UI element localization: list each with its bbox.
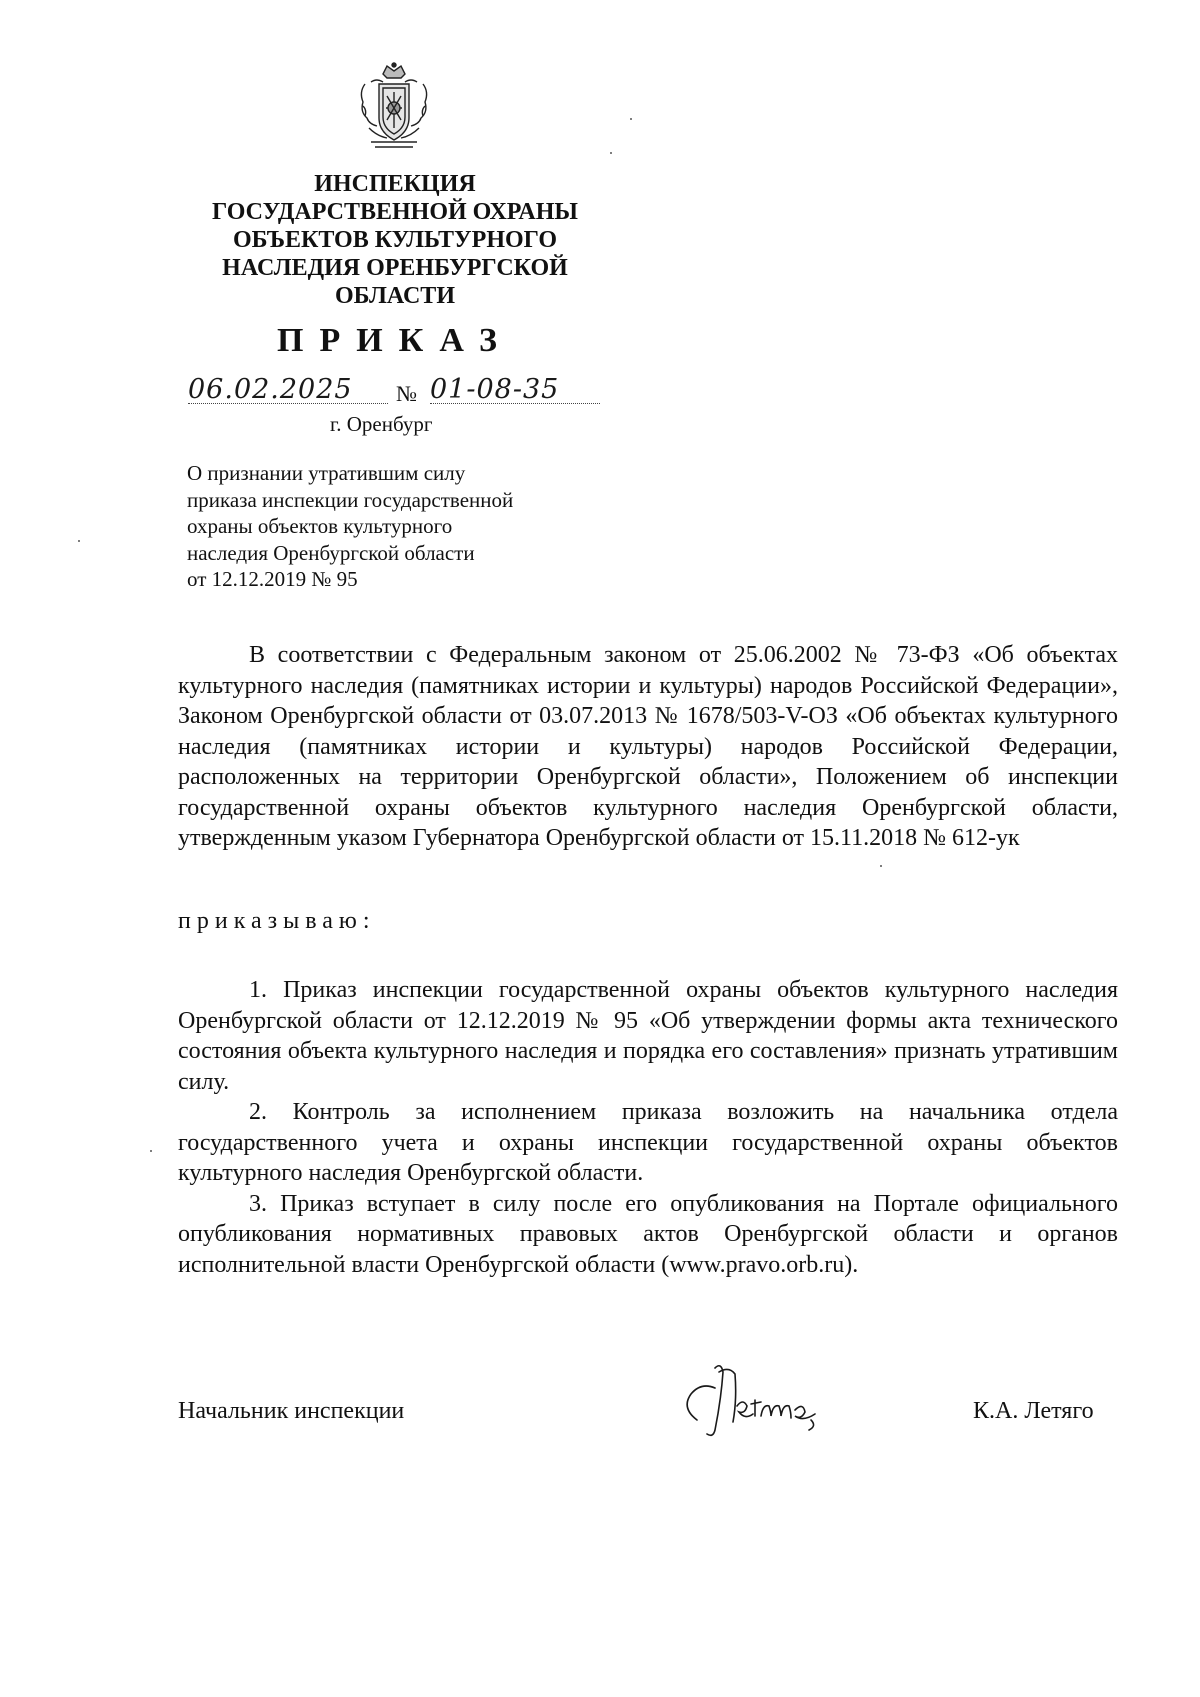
order-items xyxy=(178,975,1118,1280)
order-item: 1. Приказ инспекции государственной охраны объектов культурного наследия Оренбургской области от 12.12.2019 № 95 «Об утверждении формы акта технического состояния объекта культурного наследия и порядка его составления» признать утратившим силу. xyxy=(178,977,1118,1095)
org-line: НАСЛЕДИЯ ОРЕНБУРГСКОЙ xyxy=(222,255,568,281)
document-number-field xyxy=(430,374,600,408)
subject-line: охраны объектов культурного xyxy=(187,514,453,538)
subject-line: от 12.12.2019 № 95 xyxy=(187,567,358,591)
signer-name: К.А. Летяго xyxy=(973,1398,1094,1424)
coat-of-arms-icon xyxy=(357,62,431,154)
handwritten-signature xyxy=(675,1360,845,1440)
preamble-text: В соответствии с Федеральным законом от 25.06.2002 № 73-ФЗ «Об объектах культурного наследия (памятниках истории и культуры) народов Российской Федерации», Законом Оренбургской области от 03.07.2013 № 1678/503-V-ОЗ «Об объектах культурного наследия (памятниках истории и культуры) народов Российской Федерации, расположенных на территории Оренбургской области», Положением об инспекции государственной охраны объектов культурного наследия Оренбургской области, утвержденным указом Губернатора Оренбургской области от 15.11.2018 № 612-ук xyxy=(178,642,1118,851)
order-word: приказываю: xyxy=(178,908,376,934)
document-number: 01-08-35 xyxy=(430,374,560,405)
org-line: ОБЪЕКТОВ КУЛЬТУРНОГО xyxy=(232,227,558,253)
document-type-title: ПРИКАЗ xyxy=(277,322,513,359)
order-item: 2. Контроль за исполнением приказа возложить на начальника отдела государственного учета и охраны инспекции государственной охраны объектов культурного наследия Оренбургской области. xyxy=(178,1099,1118,1186)
organization-name xyxy=(160,170,630,310)
city: г. Оренбург xyxy=(330,412,433,436)
org-line: ГОСУДАРСТВЕННОЙ ОХРАНЫ xyxy=(212,199,578,225)
subject-line: приказа инспекции государственной xyxy=(187,487,514,512)
document-date: 06.02.2025 xyxy=(188,374,353,405)
preamble-paragraph xyxy=(178,640,1118,854)
number-sign: № xyxy=(396,381,417,406)
org-line: ИНСПЕКЦИЯ xyxy=(314,171,476,197)
document-date-field xyxy=(188,374,388,408)
subject-line: О признании утратившим силу xyxy=(187,461,466,485)
signer-title: Начальник инспекции xyxy=(178,1398,405,1424)
document-subject xyxy=(187,460,607,593)
order-item: 3. Приказ вступает в силу после его опубликования на Портале официального опубликования нормативных правовых актов Оренбургской области и органов исполнительной власти Оренбургской области (www.pravo.orb.ru). xyxy=(178,1190,1118,1278)
subject-line: наследия Оренбургской области xyxy=(187,540,475,565)
org-line: ОБЛАСТИ xyxy=(335,283,455,309)
